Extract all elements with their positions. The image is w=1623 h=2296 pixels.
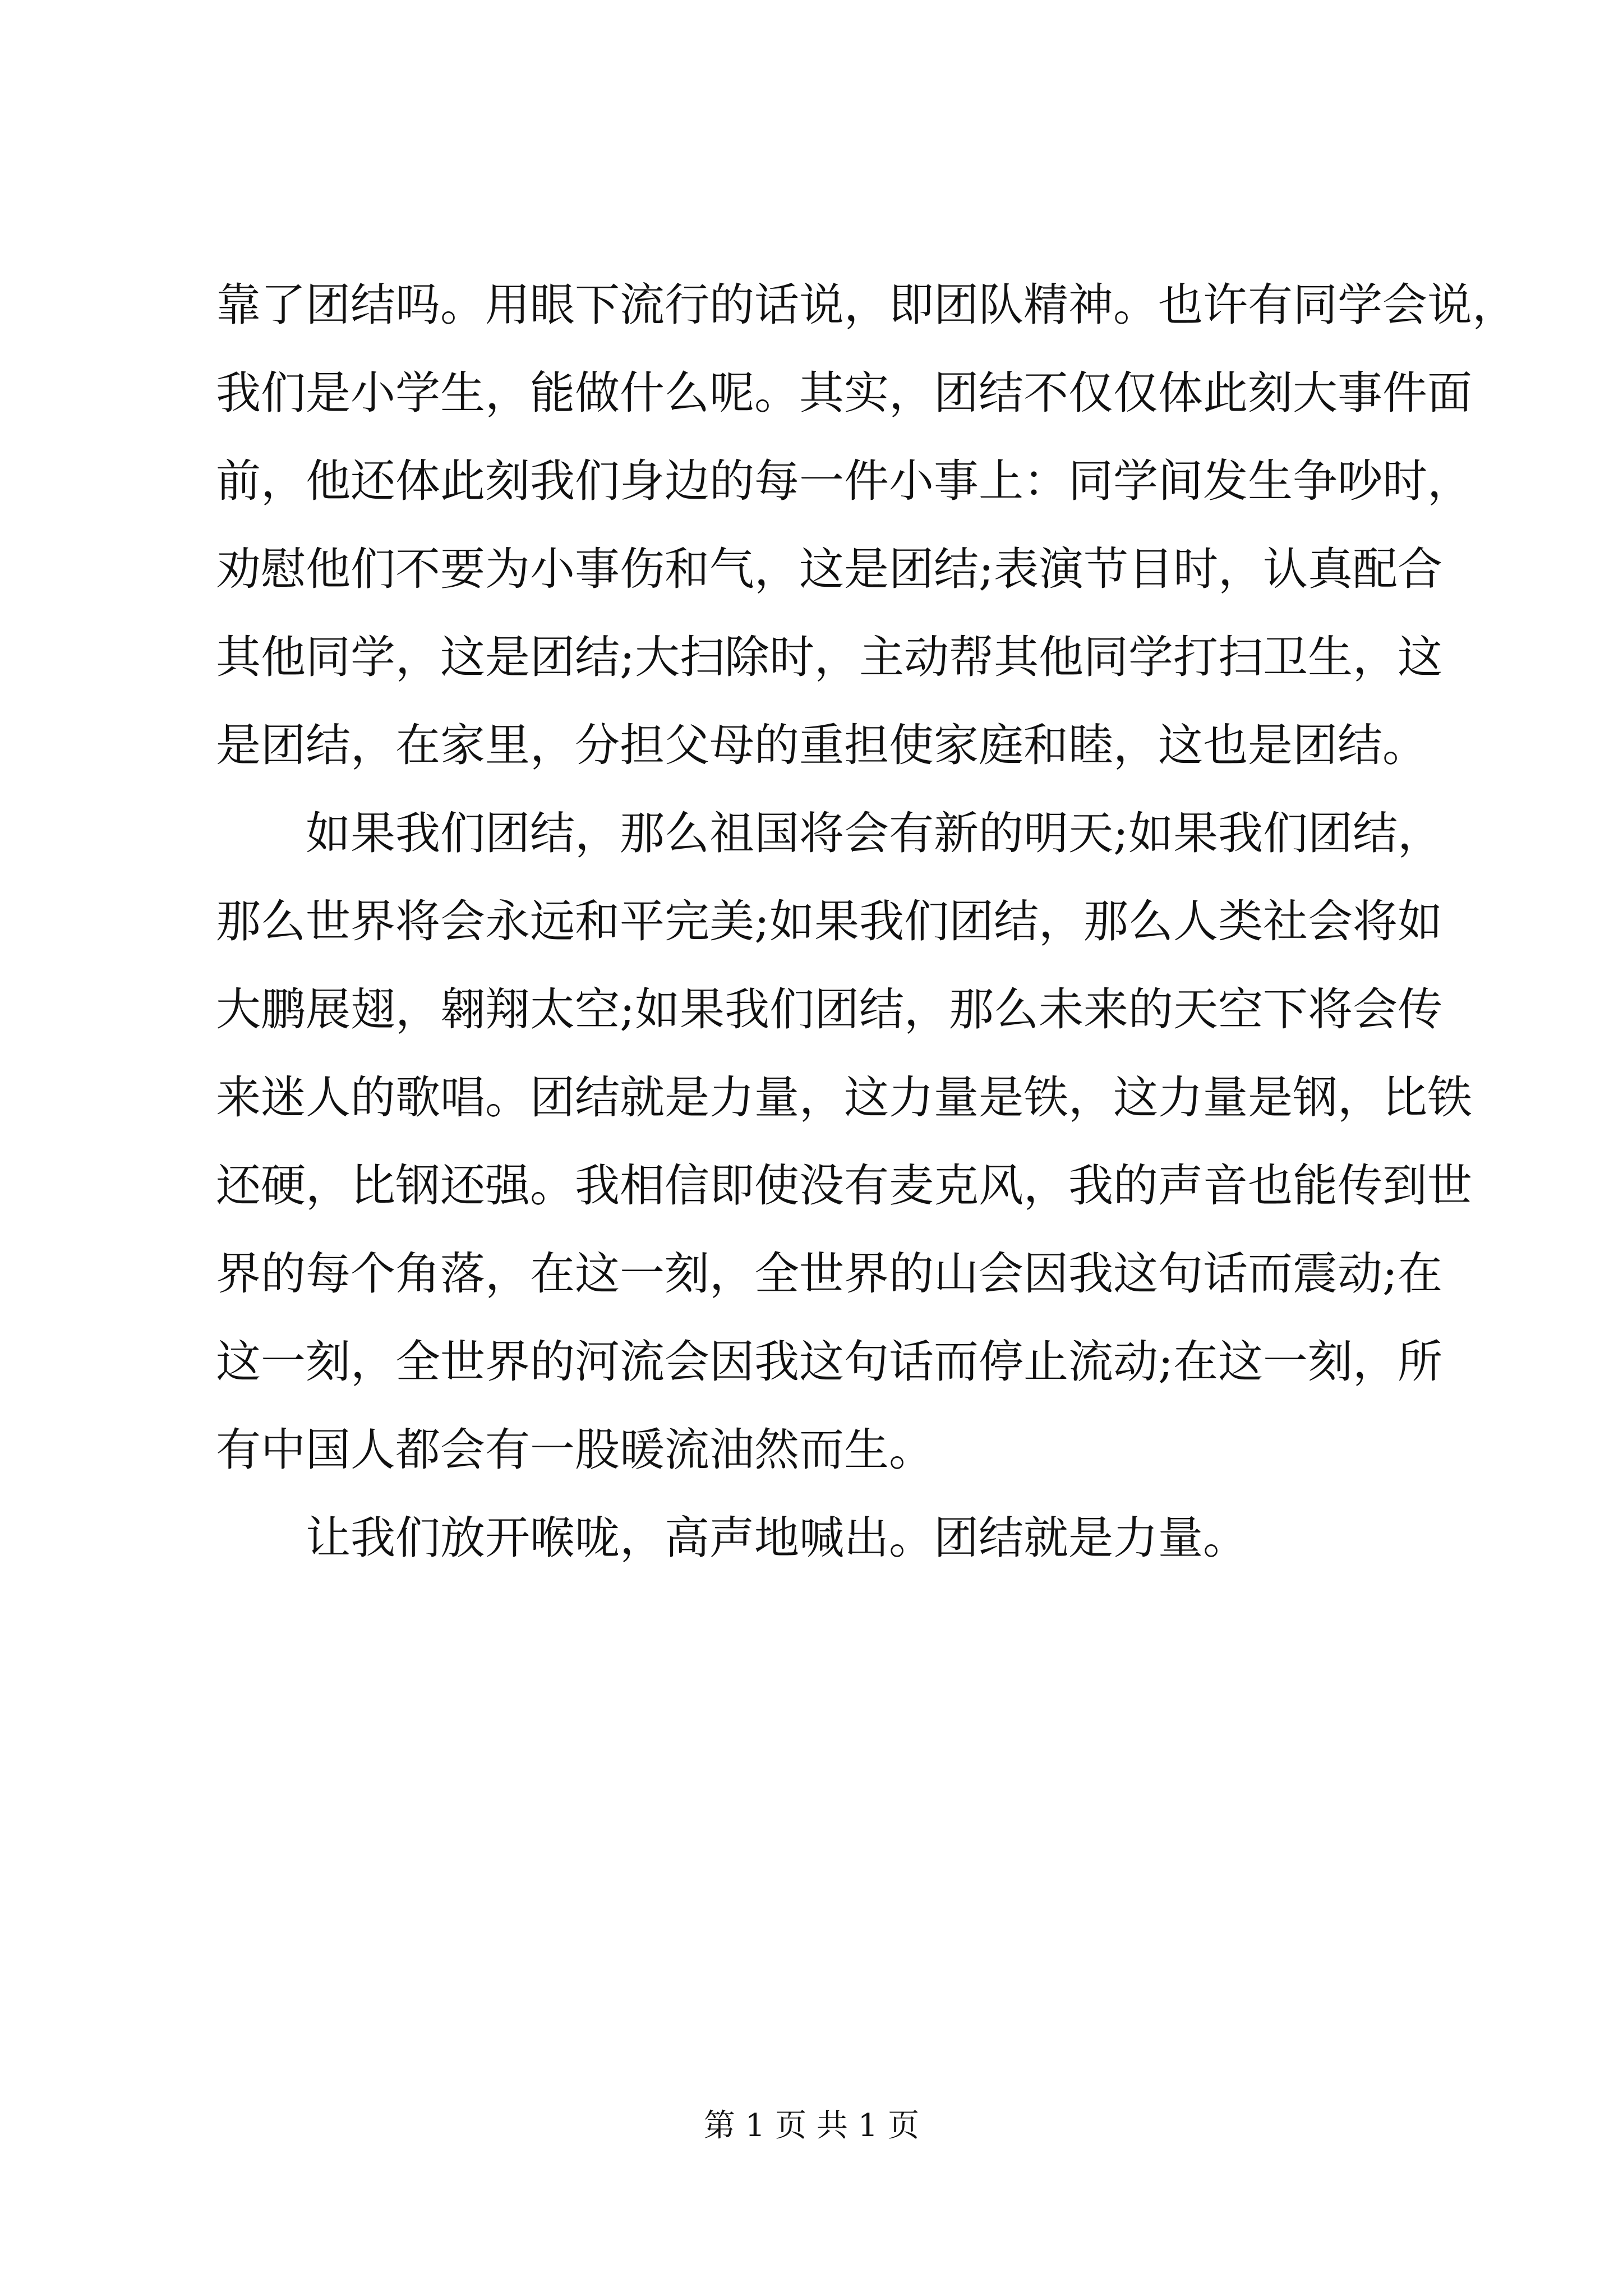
paragraph-1-line-5: 其他同学，这是团结;大扫除时，主动帮其他同学打扫卫生，这 bbox=[216, 631, 1442, 683]
paragraph-2-line-1: 如果我们团结，那么祖国将会有新的明天;如果我们团结， bbox=[306, 807, 1442, 859]
paragraph-1-line-2: 我们是小学生，能做什么呢。其实，团结不仅仅体此刻大事件面 bbox=[216, 367, 1472, 419]
paragraph-1-line-1: 靠了团结吗。用眼下流行的话说，即团队精神。也许有同学会说， bbox=[216, 279, 1517, 331]
paragraph-2-line-7: 这一刻，全世界的河流会因我这句话而停止流动;在这一刻，所 bbox=[216, 1336, 1442, 1388]
paragraph-1-line-6: 是团结，在家里，分担父母的重担使家庭和睦，这也是团结。 bbox=[216, 719, 1427, 771]
paragraph-2-line-8: 有中国人都会有一股暖流油然而生。 bbox=[216, 1424, 934, 1476]
paragraph-2-line-6: 界的每个角落，在这一刻，全世界的山会因我这句话而震动;在 bbox=[216, 1248, 1442, 1300]
paragraph-2-line-4: 来迷人的歌唱。团结就是力量，这力量是铁，这力量是钢，比铁 bbox=[216, 1071, 1472, 1124]
paragraph-2-line-3: 大鹏展翅，翱翔太空;如果我们团结，那么未来的天空下将会传 bbox=[216, 983, 1442, 1036]
document-body bbox=[216, 261, 1517, 1582]
page-footer: 第 1 页 共 1 页 bbox=[703, 2108, 920, 2144]
paragraph-2-line-5: 还硬，比钢还强。我相信即使没有麦克风，我的声音也能传到世 bbox=[216, 1159, 1472, 1212]
paragraph-1-line-3: 前，他还体此刻我们身边的每一件小事上：同学间发生争吵时， bbox=[216, 455, 1472, 507]
paragraph-1-line-4: 劝慰他们不要为小事伤和气，这是团结;表演节目时，认真配合 bbox=[216, 543, 1442, 595]
paragraph-3-line-1: 让我们放开喉咙，高声地喊出。团结就是力量。 bbox=[306, 1512, 1248, 1564]
paragraph-2-line-2: 那么世界将会永远和平完美;如果我们团结，那么人类社会将如 bbox=[216, 895, 1442, 947]
